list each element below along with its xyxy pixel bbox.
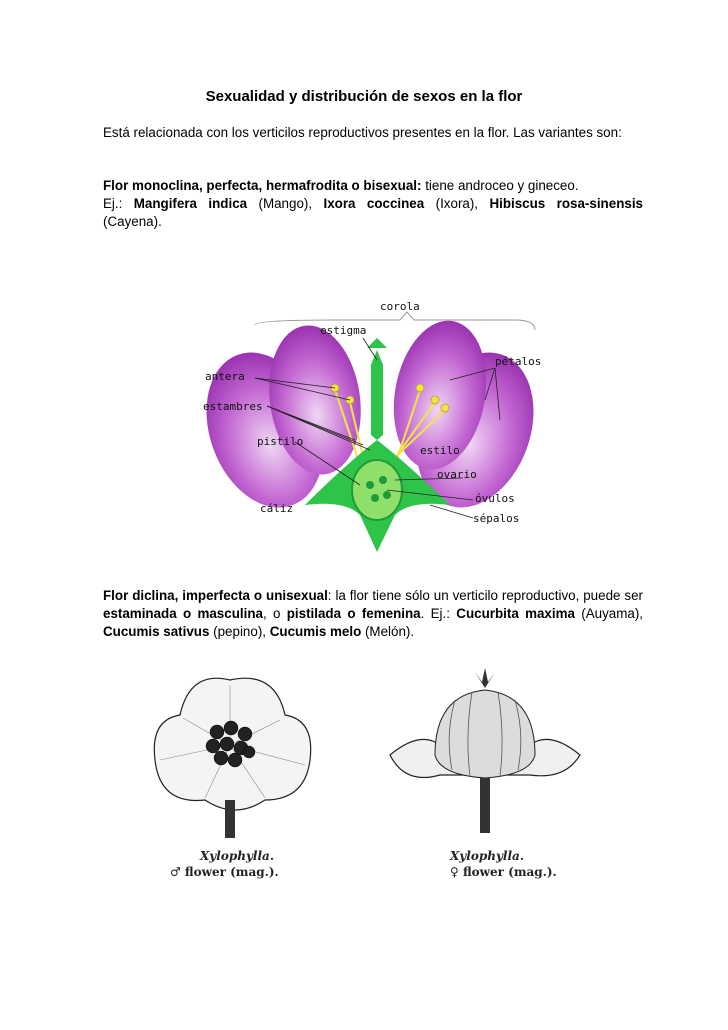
stigma bbox=[367, 338, 387, 348]
corola-bracket bbox=[255, 312, 535, 330]
label-petalos: pétalos bbox=[495, 355, 542, 368]
label-ovulos: óvulos bbox=[475, 492, 515, 505]
diclina-sep: , o bbox=[262, 606, 287, 621]
label-estambres: estambres bbox=[203, 400, 263, 413]
monoclina-desc: tiene androceo y gineceo. bbox=[421, 178, 579, 193]
diclina-term: Flor diclina, imperfecta o unisexual bbox=[103, 588, 328, 603]
label-sepalos: sépalos bbox=[473, 512, 520, 525]
male-flower-illustration bbox=[135, 660, 325, 895]
species-ixora: Ixora coccinea bbox=[323, 196, 425, 211]
diclina-paragraph bbox=[103, 587, 643, 641]
diclina-ej: . Ej.: bbox=[420, 606, 457, 621]
label-estigma: estigma bbox=[320, 324, 367, 337]
male-caption: ♂ flower (mag.). bbox=[170, 865, 279, 879]
common-auyama: (Auyama), bbox=[574, 606, 644, 621]
common-cayena: (Cayena). bbox=[103, 214, 162, 229]
female-name: Xylophylla. bbox=[450, 849, 525, 863]
male-name: Xylophylla. bbox=[200, 849, 275, 863]
ovary bbox=[352, 460, 402, 520]
style bbox=[371, 350, 383, 440]
page-title: Sexualidad y distribución de sexos en la flor bbox=[205, 88, 523, 105]
label-estilo: estilo bbox=[420, 444, 460, 457]
female-caption: ♀ flower (mag.). bbox=[450, 865, 557, 879]
species-mangifera: Mangifera indica bbox=[133, 196, 248, 211]
label-ovario: ovario bbox=[437, 468, 477, 481]
common-mango: (Mango), bbox=[247, 196, 324, 211]
diclina-masculina: estaminada o masculina bbox=[103, 606, 263, 621]
monoclina-term: Flor monoclina, perfecta, hermafrodita o bisexual: bbox=[103, 178, 422, 193]
label-antera: antera bbox=[205, 370, 245, 383]
label-caliz: cáliz bbox=[260, 502, 294, 515]
flower-diagram bbox=[195, 290, 560, 560]
species-cucurbita: Cucurbita maxima bbox=[456, 606, 575, 621]
common-melon: (Melón). bbox=[361, 624, 415, 639]
diclina-desc: : la flor tiene sólo un verticilo reproductivo, puede ser bbox=[327, 588, 643, 603]
common-ixora: (Ixora), bbox=[424, 196, 490, 211]
female-flower-illustration bbox=[380, 660, 590, 895]
label-corola: corola bbox=[380, 300, 420, 313]
monoclina-paragraph bbox=[103, 177, 643, 231]
label-pistilo: pistilo bbox=[257, 435, 304, 448]
diclina-femenina: pistilada o femenina bbox=[286, 606, 421, 621]
species-hibiscus: Hibiscus rosa-sinensis bbox=[489, 196, 643, 211]
common-pepino: (pepino), bbox=[209, 624, 270, 639]
intro-paragraph: Está relacionada con los verticilos reproductivos presentes en la flor. Las variantes son: bbox=[103, 125, 622, 140]
monoclina-ej: Ej.: bbox=[103, 196, 134, 211]
species-melo: Cucumis melo bbox=[269, 624, 362, 639]
species-sativus: Cucumis sativus bbox=[103, 624, 210, 639]
